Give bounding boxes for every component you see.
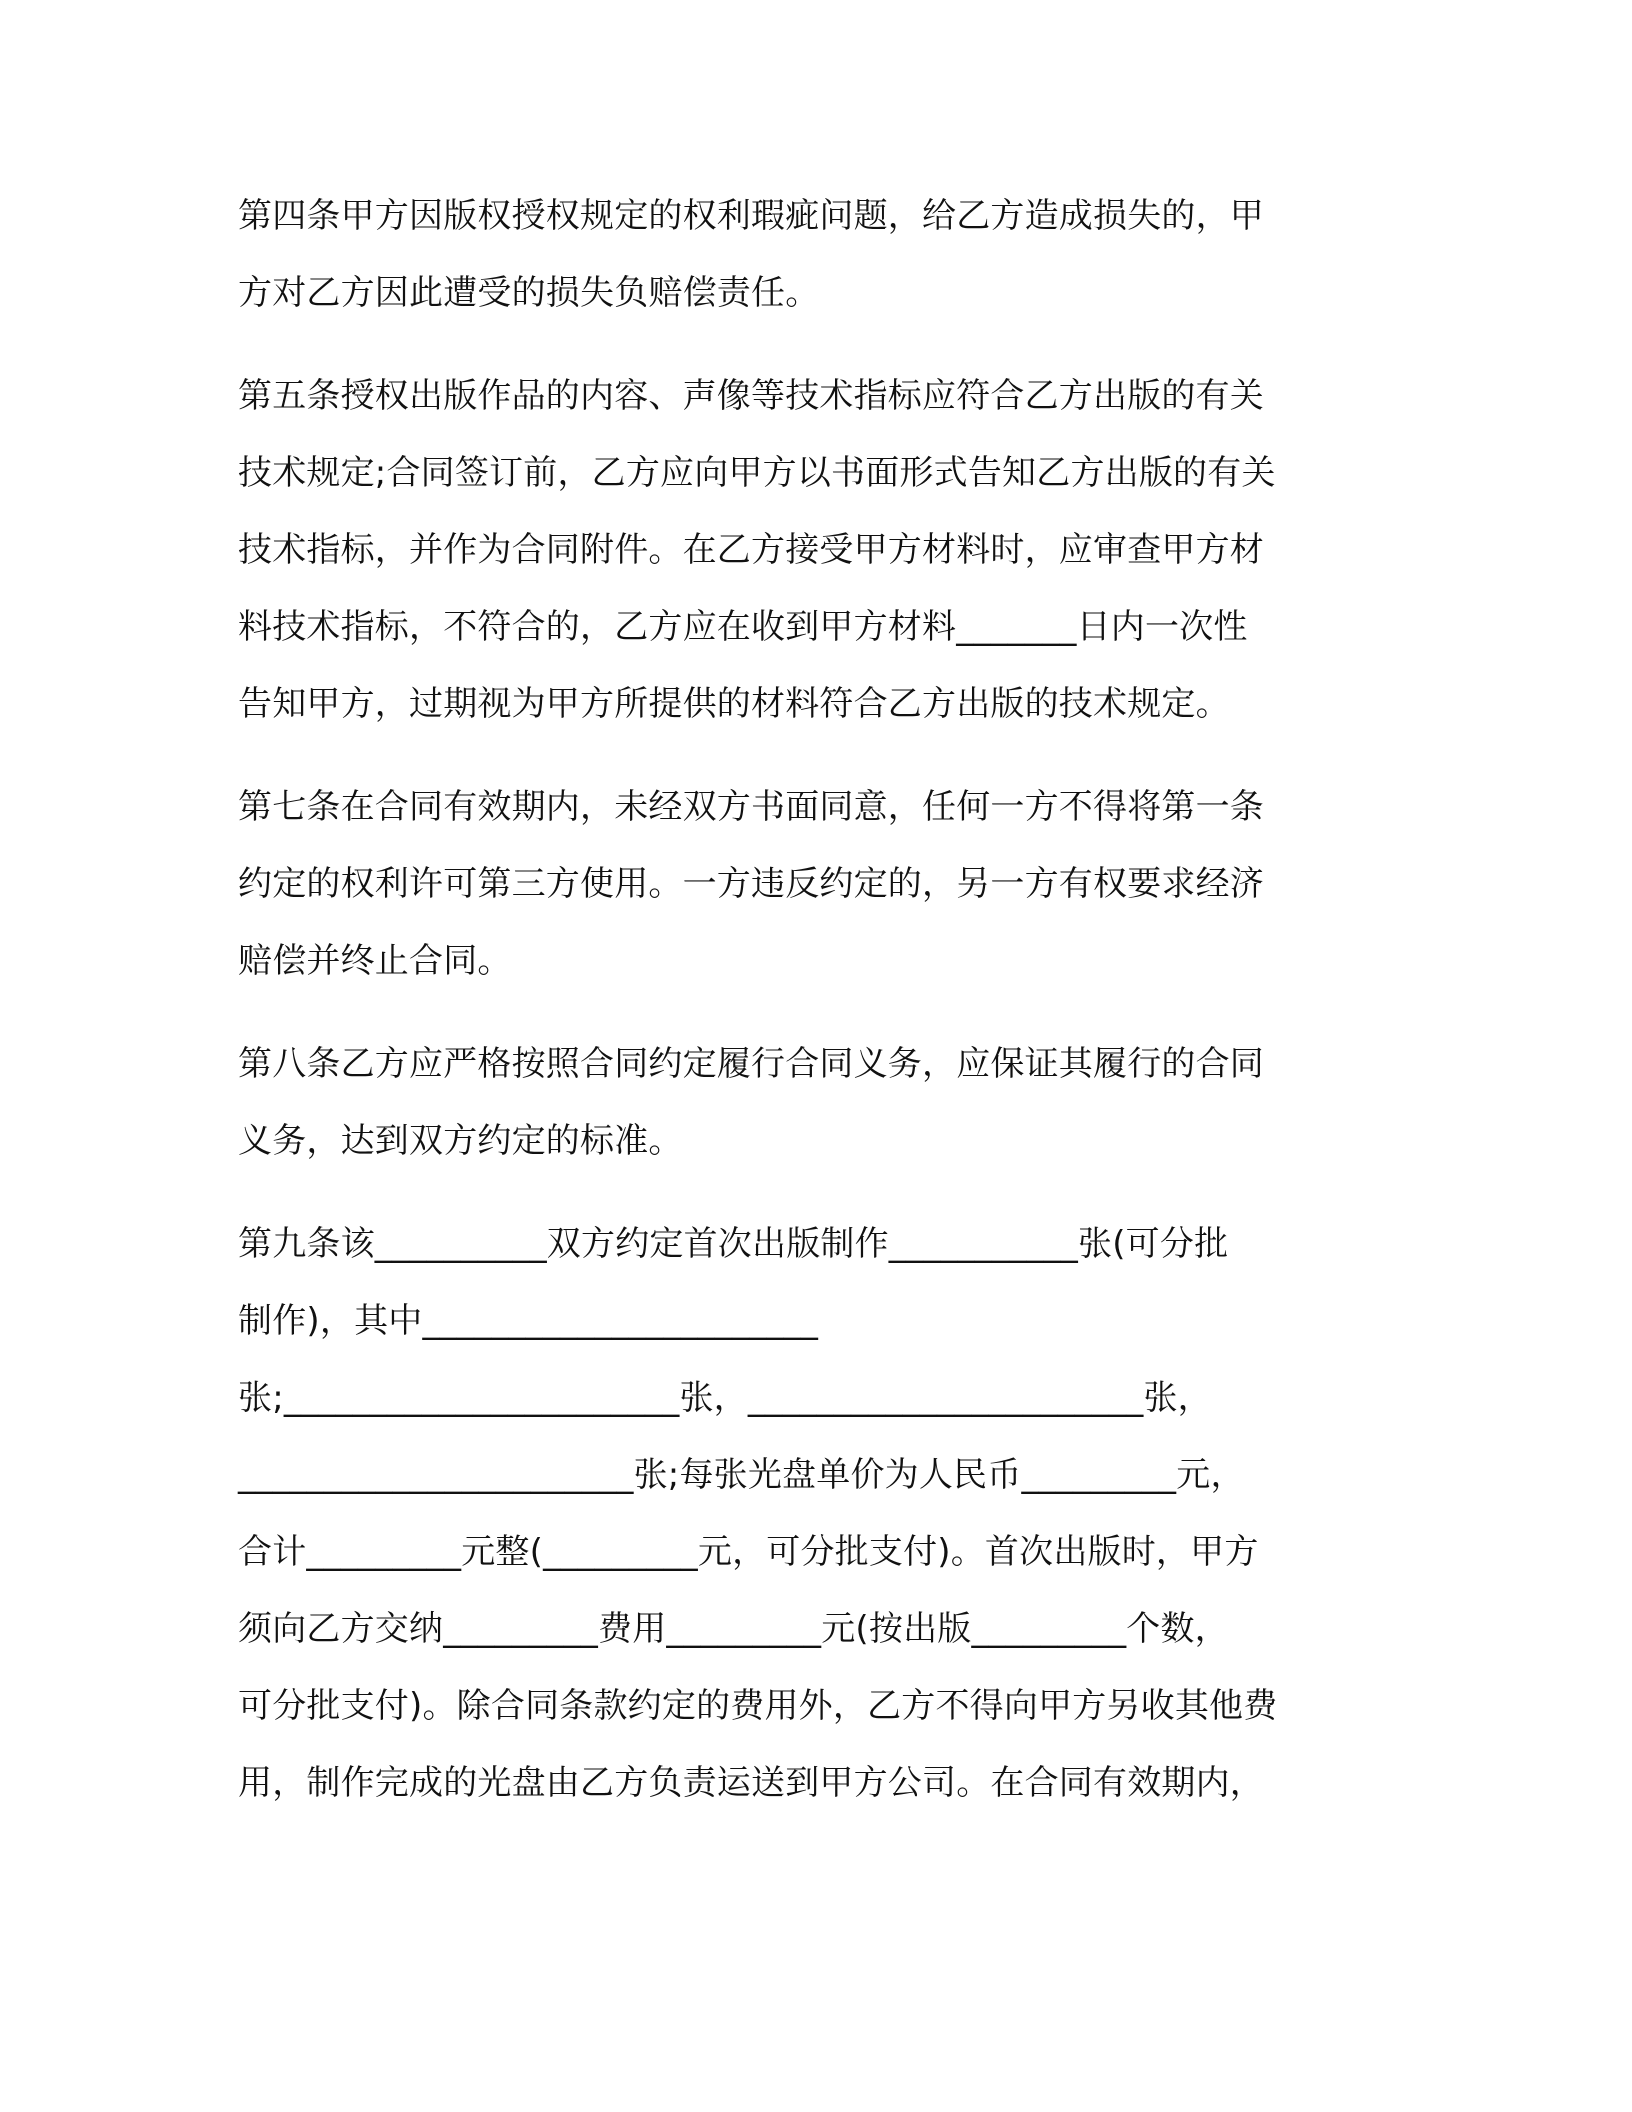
- article-9-line-6: 须向乙方交纳_________费用_________元(按出版_________个数，: [238, 1609, 1229, 1649]
- article-9-line-1: 第九条该__________双方约定首次出版制作___________张(可分批: [238, 1224, 1229, 1264]
- article-9-line-4: _______________________张;每张光盘单价为人民币_________元，: [238, 1455, 1245, 1495]
- article-9-line-8: 用，制作完成的光盘由乙方负责运送到甲方公司。在合同有效期内，: [238, 1763, 1264, 1803]
- article-8-line-2: 义务，达到双方约定的标准。: [238, 1121, 683, 1161]
- article-5-line-3: 技术指标，并作为合同附件。在乙方接受甲方材料时，应审查甲方材: [238, 530, 1264, 570]
- article-5-line-1: 第五条授权出版作品的内容、声像等技术指标应符合乙方出版的有关: [238, 376, 1264, 416]
- article-9-line-3: 张;_______________________张，_______________________张，: [238, 1378, 1212, 1418]
- article-5-line-5: 告知甲方，过期视为甲方所提供的材料符合乙方出版的技术规定。: [238, 684, 1230, 724]
- article-9-line-2: 制作)，其中_______________________: [238, 1301, 819, 1341]
- article-9-line-5: 合计_________元整(_________元，可分批支付)。首次出版时，甲方: [238, 1532, 1259, 1572]
- article-7-line-3: 赔偿并终止合同。: [238, 941, 512, 981]
- article-7-line-2: 约定的权利许可第三方使用。一方违反约定的，另一方有权要求经济: [238, 864, 1264, 904]
- article-7-line-1: 第七条在合同有效期内，未经双方书面同意，任何一方不得将第一条: [238, 787, 1264, 827]
- article-4-line-2: 方对乙方因此遭受的损失负赔偿责任。: [238, 273, 820, 313]
- article-5-line-2: 技术规定;合同签订前，乙方应向甲方以书面形式告知乙方出版的有关: [238, 453, 1276, 493]
- article-8-line-1: 第八条乙方应严格按照合同约定履行合同义务，应保证其履行的合同: [238, 1044, 1264, 1084]
- article-4-line-1: 第四条甲方因版权授权规定的权利瑕疵问题，给乙方造成损失的，甲: [238, 196, 1264, 236]
- article-5-line-4: 料技术指标，不符合的，乙方应在收到甲方材料_______日内一次性: [238, 607, 1248, 647]
- article-9-line-7: 可分批支付)。除合同条款约定的费用外，乙方不得向甲方另收其他费: [238, 1686, 1278, 1726]
